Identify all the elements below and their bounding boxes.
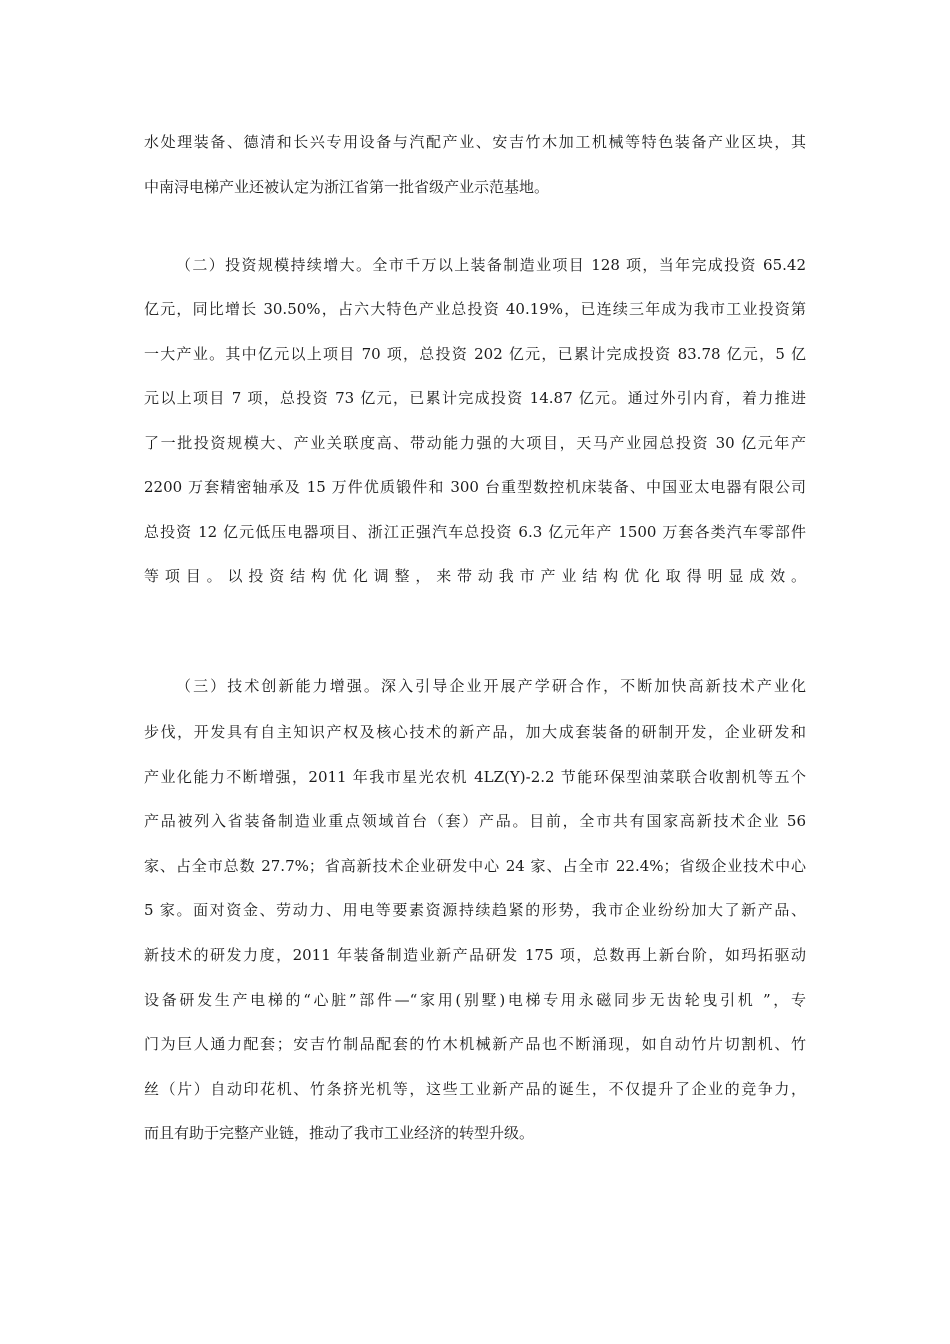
text-line: 步伐，开发具有自主知识产权及核心技术的新产品，加大成套装备的研制开发，企业研发和 — [144, 723, 806, 741]
text-line: 5 家。面对资金、劳动力、用电等要素资源持续趋紧的形势，我市企业纷纷加大了新产品、 — [144, 901, 806, 919]
text-line: 总投资 12 亿元低压电器项目、浙江正强汽车总投资 6.3 亿元年产 1500 万套各类汽车零部件 — [144, 523, 806, 541]
text-line: 新技术的研发力度，2011 年装备制造业新产品研发 175 项，总数再上新台阶，如玛拓驱动 — [144, 946, 806, 964]
text-line: 中南浔电梯产业还被认定为浙江省第一批省级产业示范基地。 — [144, 178, 550, 196]
text-line: 门为巨人通力配套；安吉竹制品配套的竹木机械新产品也不断涌现，如自动竹片切割机、竹 — [144, 1035, 806, 1053]
text-line: 元以上项目 7 项，总投资 73 亿元，已累计完成投资 14.87 亿元。通过外引内育，着力推进 — [144, 389, 806, 407]
text-line: （二）投资规模持续增大。全市千万以上装备制造业项目 128 项，当年完成投资 65.42 — [176, 256, 806, 274]
text-line: 亿元，同比增长 30.50%，占六大特色产业总投资 40.19%，已连续三年成为我市工业投资第 — [144, 300, 806, 318]
text-line: 2200 万套精密轴承及 15 万件优质锻件和 300 台重型数控机床装备、中国亚太电器有限公司 — [144, 478, 806, 496]
text-line: 水处理装备、德清和长兴专用设备与汽配产业、安吉竹木加工机械等特色装备产业区块，其 — [144, 133, 806, 151]
text-line: 丝（片）自动印花机、竹条挤光机等，这些工业新产品的诞生，不仅提升了企业的竞争力， — [144, 1080, 806, 1098]
text-line: 了一批投资规模大、产业关联度高、带动能力强的大项目，天马产业园总投资 30 亿元年产 — [144, 434, 806, 452]
text-line: 产业化能力不断增强，2011 年我市星光农机 4LZ(Y)-2.2 节能环保型油菜联合收割机等五个 — [144, 768, 806, 786]
text-line: 产品被列入省装备制造业重点领域首台（套）产品。目前，全市共有国家高新技术企业 56 — [144, 812, 806, 830]
text-line: 家、占全市总数 27.7%；省高新技术企业研发中心 24 家、占全市 22.4%；省级企业技术中心 — [144, 857, 806, 875]
text-line: 设备研发生产电梯的“心脏”部件—“家用(别墅)电梯专用永磁同步无齿轮曳引机 ”，专 — [144, 991, 806, 1009]
text-line: 而且有助于完整产业链，推动了我市工业经济的转型升级。 — [144, 1124, 535, 1142]
text-line: 等项目。以投资结构优化调整，来带动我市产业结构优化取得明显成效。 — [144, 567, 806, 585]
text-line: 一大产业。其中亿元以上项目 70 项，总投资 202 亿元，已累计完成投资 83.78 亿元，5 亿 — [144, 345, 806, 363]
text-line: （三）技术创新能力增强。深入引导企业开展产学研合作，不断加快高新技术产业化 — [176, 677, 806, 695]
